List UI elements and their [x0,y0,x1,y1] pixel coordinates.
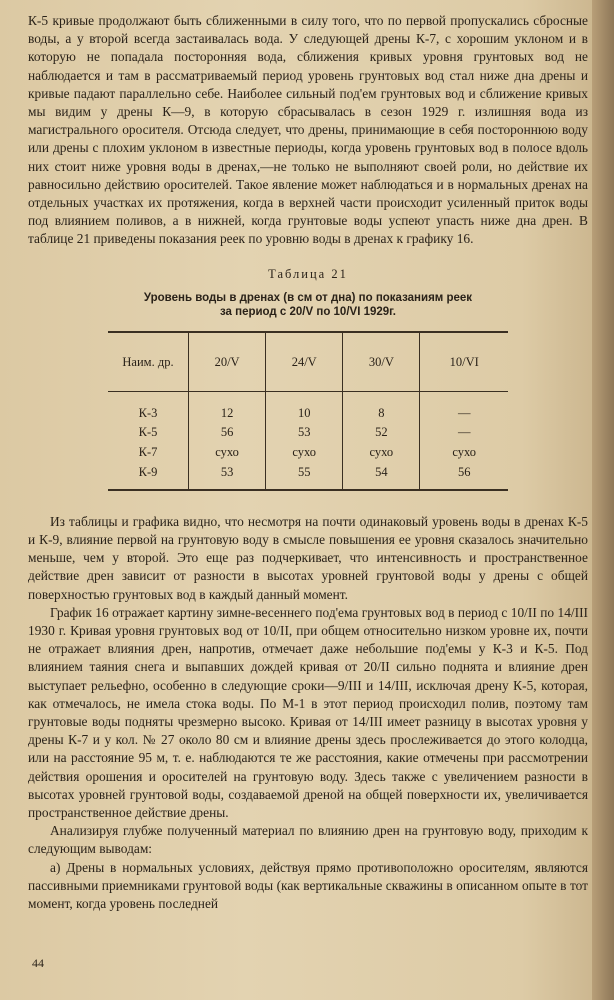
cell-value: 54 [343,463,420,490]
cell-value: 10 [266,392,343,423]
page-edge-shadow [592,0,614,1000]
table-subtitle-line2: за период с 20/V по 10/VI 1929г. [219,305,397,318]
cell-value: сухо [343,443,420,463]
table-header-row [108,332,508,392]
table-row [108,443,508,463]
cell-value: 55 [266,463,343,490]
cell-value: 12 [189,392,266,423]
header-drain-name: Наим. др. [122,354,174,369]
paragraph-2: Из таблицы и графика видно, что несмотря на почти одинаковый уровень воды в дренах К-5 и К-9, влияние первой на грунтовую воду в смысле повышения ее уровня сказалось значительно меньше, чем у второй. Это еще раз подчеркивает, что интенсивность и пространственное действие дрен зависит от разности в высотах уровней грунтовой воды у дрены с общей поверхностью грунтовых вод в каждый данный момент. [28,513,588,602]
table-row [108,423,508,443]
page-content [28,12,588,913]
cell-drain: К-3 [138,406,158,421]
cell-value: 56 [189,423,266,443]
paragraph-1: К-5 кривые продолжают быть сближенными в силу того, что по первой пропускались сбросные воды, а у второй всегда застаивалась вода. У следующей дрены К-7, с хорошим уклоном и в которую не попадала посторонняя вода, сближения кривых уровня грунтовых вод не наблюдается и там в рассматриваемый период уровень грунтовых вод стал ниже дна дрены и кривые падают параллельно себе. Наиболее сильный под'ем грунтовых вод и сближение кривых мы видим у дрены К—9, в которую сбрасывалась в сезон 1929 г. излишняя вода из магистрального оросителя. Отсюда следует, что дрены, принимающие в себя постороннюю воду или дрены с плохим уклоном в известные периоды, когда уровень грунтовых вод в полосе вдоль них стоит ниже уровня воды в дренах,—не только не выполняют своей роли, но действие их равносильно действию оросителей. Такое явление может наблюдаться и в нормальных дренах на отдельных участках их протяжения, когда в верхней части происходит усиленный приток воды под влиянием поливов, а в нижней, когда грунтовые воды успеют упасть ниже дна дрен. В таблице 21 приведены показания реек по уровню воды в дренах к графику 16. [28,13,588,247]
cell-value: — [420,392,508,423]
drain-water-level-table [108,331,508,491]
cell-drain: К-7 [138,445,158,460]
page-number: 44 [32,956,44,970]
cell-value: 52 [343,423,420,443]
paragraph-5: а) Дрены в нормальных условиях, действуя прямо противоположно оросителям, являются пассивными приемниками грунтовой воды (как вертикальные скважины в описанном опыте в тот момент, когда уровень последней [28,859,588,912]
header-date-10-vi: 10/VI [420,332,508,392]
cell-value: сухо [189,443,266,463]
table-caption: Таблица 21 [268,266,348,281]
paragraph-4: Анализируя глубже полученный материал по влиянию дрен на грунтовую воду, приходим к следующим выводам: [28,823,588,857]
table-row [108,463,508,490]
header-date-30-v: 30/V [343,332,420,392]
cell-value: 53 [189,463,266,490]
cell-value: 8 [343,392,420,423]
cell-drain: К-9 [138,464,158,479]
table-subtitle-line1: Уровень воды в дренах (в см от дна) по показаниям реек [143,291,473,304]
cell-drain: К-5 [138,425,158,440]
paragraph-3: График 16 отражает картину зимне-весеннего под'ема грунтовых вод в период с 10/II по 14/III 1930 г. Кривая уровня грунтовых вод от 10/II, при общем относительно низком уровне их, почти не отражает влияния дрен, напротив, отмечает даже небольшие под'емы у К-3 и К-5. Под влиянием таяния снега и выпавших дождей кривая от 20/II сильно поднята и влияние дрен выступает рельефно, особенно в следующие сроки—9/III и 14/III, исключая дрену К-5, которая, как отмечалось, не имела стока воды. По М-1 в этот период происходил полив, поэтому там грунтовые воды подняты чрезмерно высоко. Кривая от 14/III имеет разницу в высотах уровня у дрены К-7 и у кол. № 27 около 80 см и влияние дрены здесь прослеживается до этого колодца, или на расстояние 95 м, т. е. наблюдаются те же расстояния, какие отмечены при рассмотрении действия орошения и оросителей на грунтовую воду. Здесь также с увеличением разности в высотах уровней грунтовой воды, создаваемой дреной на общей поверхности их, увеличивается пространственное действие дрены. [28,604,588,820]
cell-value: 56 [420,463,508,490]
cell-value: 53 [266,423,343,443]
header-date-24-v: 24/V [266,332,343,392]
cell-value: сухо [266,443,343,463]
cell-value: сухо [420,443,508,463]
table-row [108,392,508,423]
header-date-20-v: 20/V [189,332,266,392]
cell-value: — [420,423,508,443]
table-subtitle [28,291,588,319]
